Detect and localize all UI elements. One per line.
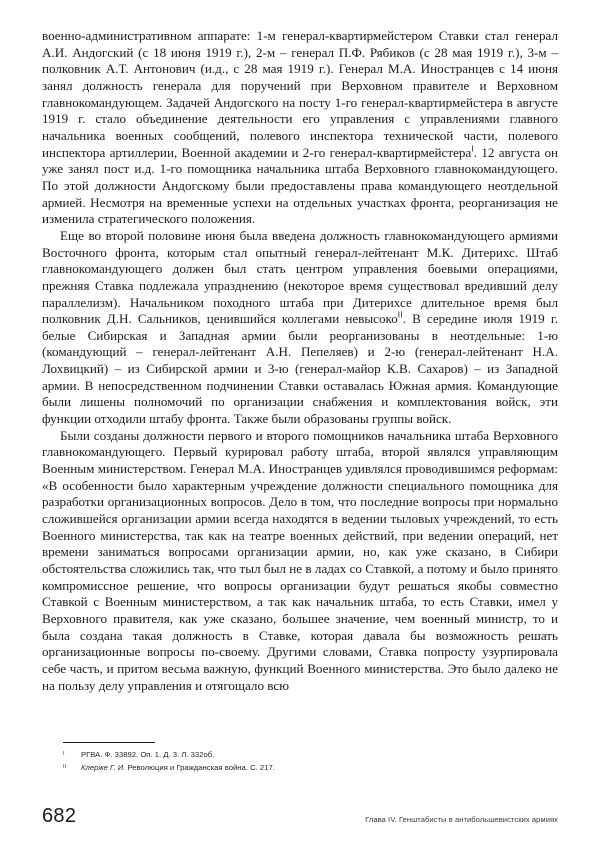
footnote-reference-2[interactable]: II: [397, 310, 403, 320]
footnote-item-1: [63, 749, 533, 762]
footnote-separator-rule: [63, 742, 155, 743]
page-footer: [42, 805, 558, 828]
footnote-marker-1: I: [63, 751, 65, 758]
footnote-marker-2: II: [63, 763, 67, 770]
running-head: Глава IV. Генштабисты в антибольшевистских армиях: [365, 815, 558, 824]
footnote-text-2: Революция и Гражданская война. С. 217.: [125, 762, 275, 772]
paragraph-2-text-part-2: . В середине июля 1919 г. белые Сибирская и Западная армии были реорганизованы в неотдельные: 1-ю (командующий – генерал-лейтенант А.Н. Пепеляев) и 2-ю (генерал-лейтенант Н.А. Лохвицкий) – из Сибирской армии и 3-ю (генерал-майор К.В. Сахаров) – из Западной армии. В непосредственном подчинении Ставки оставалась Южная армия. Командующие были лишены полномочий по организации снабжения и комплектования войск, эти функции отходили штабу фронта. Также были образованы группы войск.: [42, 311, 558, 427]
paragraph-3-text: Были созданы должности первого и второго помощников начальника штаба Верховного главнокомандующего. Первый курировал работу штаба, второй являлся управляющим Военным министерством. Генерал М.А. Иностранцев удивлялся проводившимся реформам: «В особенности было характерным учреждение должности специального помощника для разработки организационных вопросов. Дело в том, что последние вопросы при нормально сложившейся организации армии всегда находятся в ведении тыловых учреждений, то есть Военного министерства, так как на театре военных действий, при ведении операций, нет времени заниматься вопросами организации армии, но, как уже сказано, в Сибири обстоятельства сложились так, что тыл был не в ладах со Ставкой, а потому и было принято компромиссное решение, что вопросы организации будут решаться якобы совместно Ставкой с Военным министерством, а так как начальник штаба, то есть Ставки, имел у Верховного правителя, как уже сказано, большее значение, чем военный министр, то и была создана такая должность в Ставке, которая давала бы возможность решать организационные вопросы по-своему. Другими словами, Ставка попросту узурпировала себе часть, и притом весьма важную, функций Военного министерства. Это было далеко не на пользу делу управления и отягощало всю: [42, 427, 558, 693]
footnotes-section: [63, 742, 533, 775]
paragraph-1: [42, 28, 558, 228]
paragraph-2-text-part-1: Еще во второй половине июня была введена должность главнокомандующего армиями Восточного фронта, которым стал опытный генерал-лейтенант М.К. Дитерихс. Штаб главнокомандующего должен был стать центром управления боевыми операциями, прежняя Ставка подлежала упразднению (некоторое время существовал вредивший делу параллелизм). Начальником походного штаба при Дитерихсе длительное время был полковник Д.Н. Сальников, ценившийся коллегами невысоко: [42, 227, 558, 327]
body-text-block: [42, 28, 558, 694]
footnote-author-2: Клерже Г. И.: [81, 762, 126, 772]
footnote-reference-1[interactable]: I: [471, 144, 474, 154]
paragraph-1-text-part-2: . 12 августа он уже занял пост и.д. 1-го помощника начальника штаба Верховного главнокомандующего. По этой должности Андогскому были предоставлены права командующего неотдельной армией. Несмотря на временные успехи на отдельных участках фронта, реорганизация не изменила стратегического положения.: [42, 144, 558, 227]
footnote-text-1: РГВА. Ф. 33892. Оп. 1. Д. 3. Л. 332об.: [81, 750, 215, 760]
paragraph-2: [42, 228, 558, 428]
footnote-item-2: [63, 762, 533, 775]
page-number: 682: [42, 805, 77, 827]
paragraph-3: [42, 428, 558, 695]
paragraph-1-text-part-1: военно-административном аппарате: 1-м генерал-квартирмейстером Ставки стал генерал А.И. Андогский (с 18 июня 1919 г.), 2-м – генерал П.Ф. Рябиков (с 28 мая 1919 г.), 3-м – полковник А.Т. Антонович (и.д., с 28 мая 1919 г.). Генерал М.А. Иностранцев с 14 июня занял должность генерала для поручений при Верховном правителе и Верховном главнокомандующем. Задачей Андогского на посту 1-го генерал-квартирмейстера в августе 1919 г. стало объединение деятельности его управления с управлениями главного начальника военных сообщений, полевого инспектора технической части, полевого инспектора артиллерии, Военной академии и 2-го генерал-квартирмейстера: [42, 28, 558, 160]
